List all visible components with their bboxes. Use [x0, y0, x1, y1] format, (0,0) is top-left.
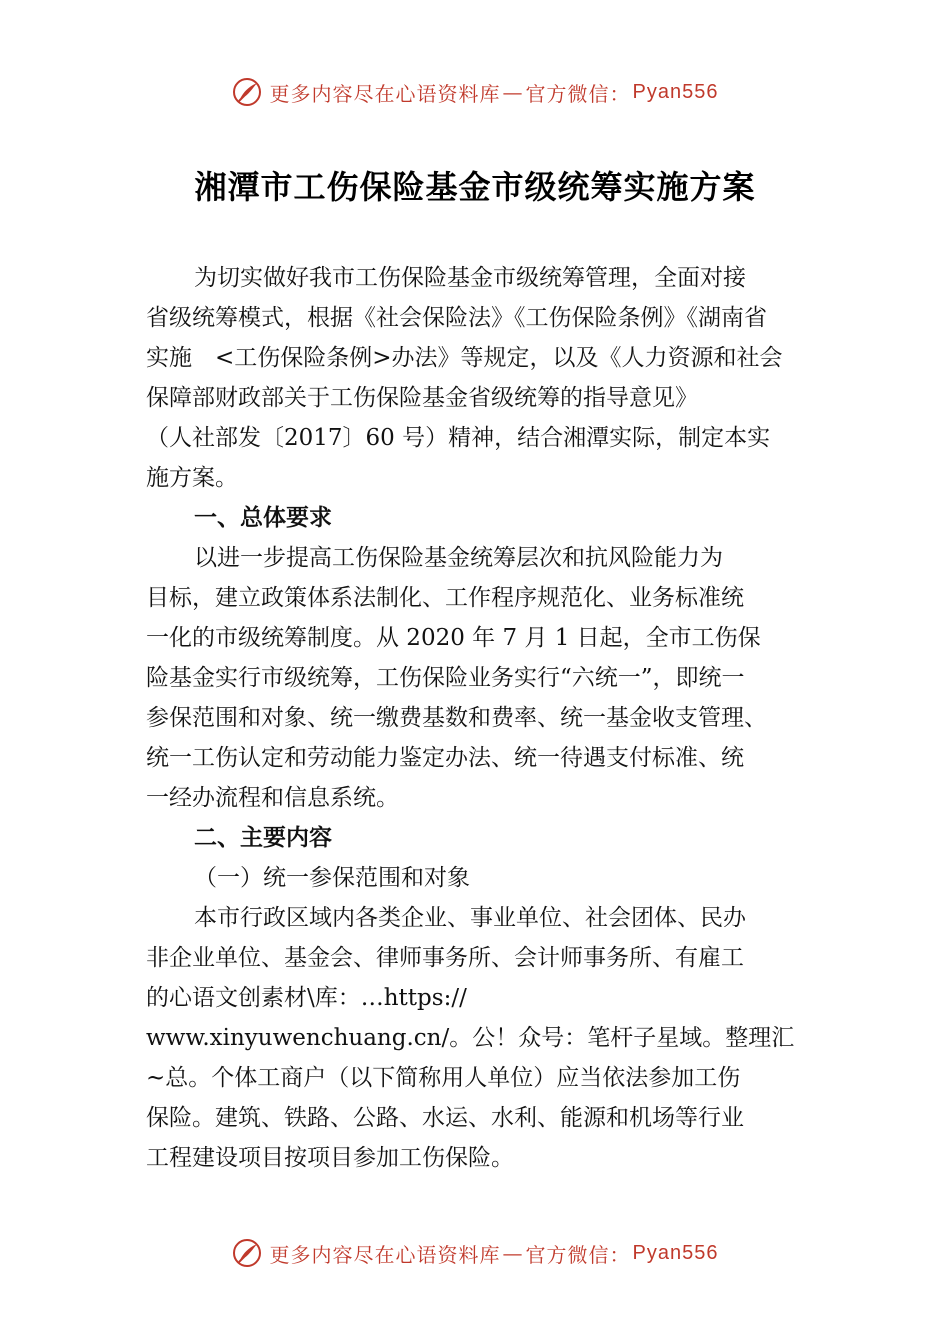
banner-wechat-label: 官方微信： [525, 1242, 631, 1267]
footer-banner [0, 1233, 950, 1273]
intro-line: 为切实做好我市工伤保险基金市级统筹管理，全面对接 [194, 265, 746, 291]
subsection1-line: 本市行政区域内各类企业、事业单位、社会团体、民办 [194, 905, 746, 931]
intro-line: （人社部发〔2017〕60 号）精神，结合湘潭实际，制定本实 [146, 425, 771, 451]
section-heading-main-content: 二、主要内容 [194, 824, 332, 851]
subsection1-line: ~总。个体工商户（以下简称用人单位）应当依法参加工伤 [146, 1065, 741, 1091]
subsection1-line: 的心语文创素材\库：…https:// [146, 985, 467, 1011]
banner-wechat-label: 官方微信： [525, 81, 631, 106]
banner-separator: — [502, 1241, 524, 1265]
banner-brand-text: 更多内容尽在心语资料库 [269, 1242, 501, 1267]
subsection1-line: 非企业单位、基金会、律师事务所、会计师事务所、有雇工 [146, 945, 744, 971]
section1-line: 目标，建立政策体系法制化、工作程序规范化、业务标准统 [146, 585, 744, 611]
intro-line: 实施 <工伤保险条例>办法》等规定，以及《人力资源和社会 [146, 345, 783, 371]
section-heading-general-requirements: 一、总体要求 [194, 504, 332, 531]
section1-line: 险基金实行市级统筹，工伤保险业务实行“六统一”，即统一 [146, 665, 745, 691]
section1-line: 以进一步提高工伤保险基金统筹层次和抗风险能力为 [194, 545, 723, 571]
subsection1-line: 工程建设项目按项目参加工伤保险。 [146, 1145, 514, 1171]
subsection1-line: www.xinyuwenchuang.cn/。公！众号：笔杆子星域。整理汇 [146, 1025, 795, 1051]
section1-line: 参保范围和对象、统一缴费基数和费率、统一基金收支管理、 [146, 705, 767, 731]
subsection1-line: 保险。建筑、铁路、公路、水运、水利、能源和机场等行业 [146, 1105, 744, 1131]
header-banner [0, 72, 950, 112]
feather-quill-logo-icon [232, 1238, 262, 1268]
banner-wechat-id: Pyan556 [632, 1241, 719, 1264]
banner-separator: — [502, 80, 524, 104]
feather-quill-logo-icon [232, 77, 262, 107]
subsection-heading-coverage: （一）统一参保范围和对象 [194, 865, 470, 891]
intro-line: 施方案。 [146, 465, 238, 491]
intro-line: 保障部财政部关于工伤保险基金省级统筹的指导意见》 [146, 385, 698, 411]
document-title: 湘潭市工伤保险基金市级统筹实施方案 [194, 168, 756, 206]
section1-line: 一化的市级统筹制度。从 2020 年 7 月 1 日起，全市工伤保 [146, 625, 761, 651]
document-body [146, 258, 814, 1178]
banner-wechat-id: Pyan556 [632, 80, 719, 103]
section1-line: 一经办流程和信息系统。 [146, 785, 399, 811]
intro-line: 省级统筹模式，根据《社会保险法》《工伤保险条例》《湖南省 [146, 305, 767, 331]
section1-line: 统一工伤认定和劳动能力鉴定办法、统一待遇支付标准、统 [146, 745, 744, 771]
banner-brand-text: 更多内容尽在心语资料库 [269, 81, 501, 106]
